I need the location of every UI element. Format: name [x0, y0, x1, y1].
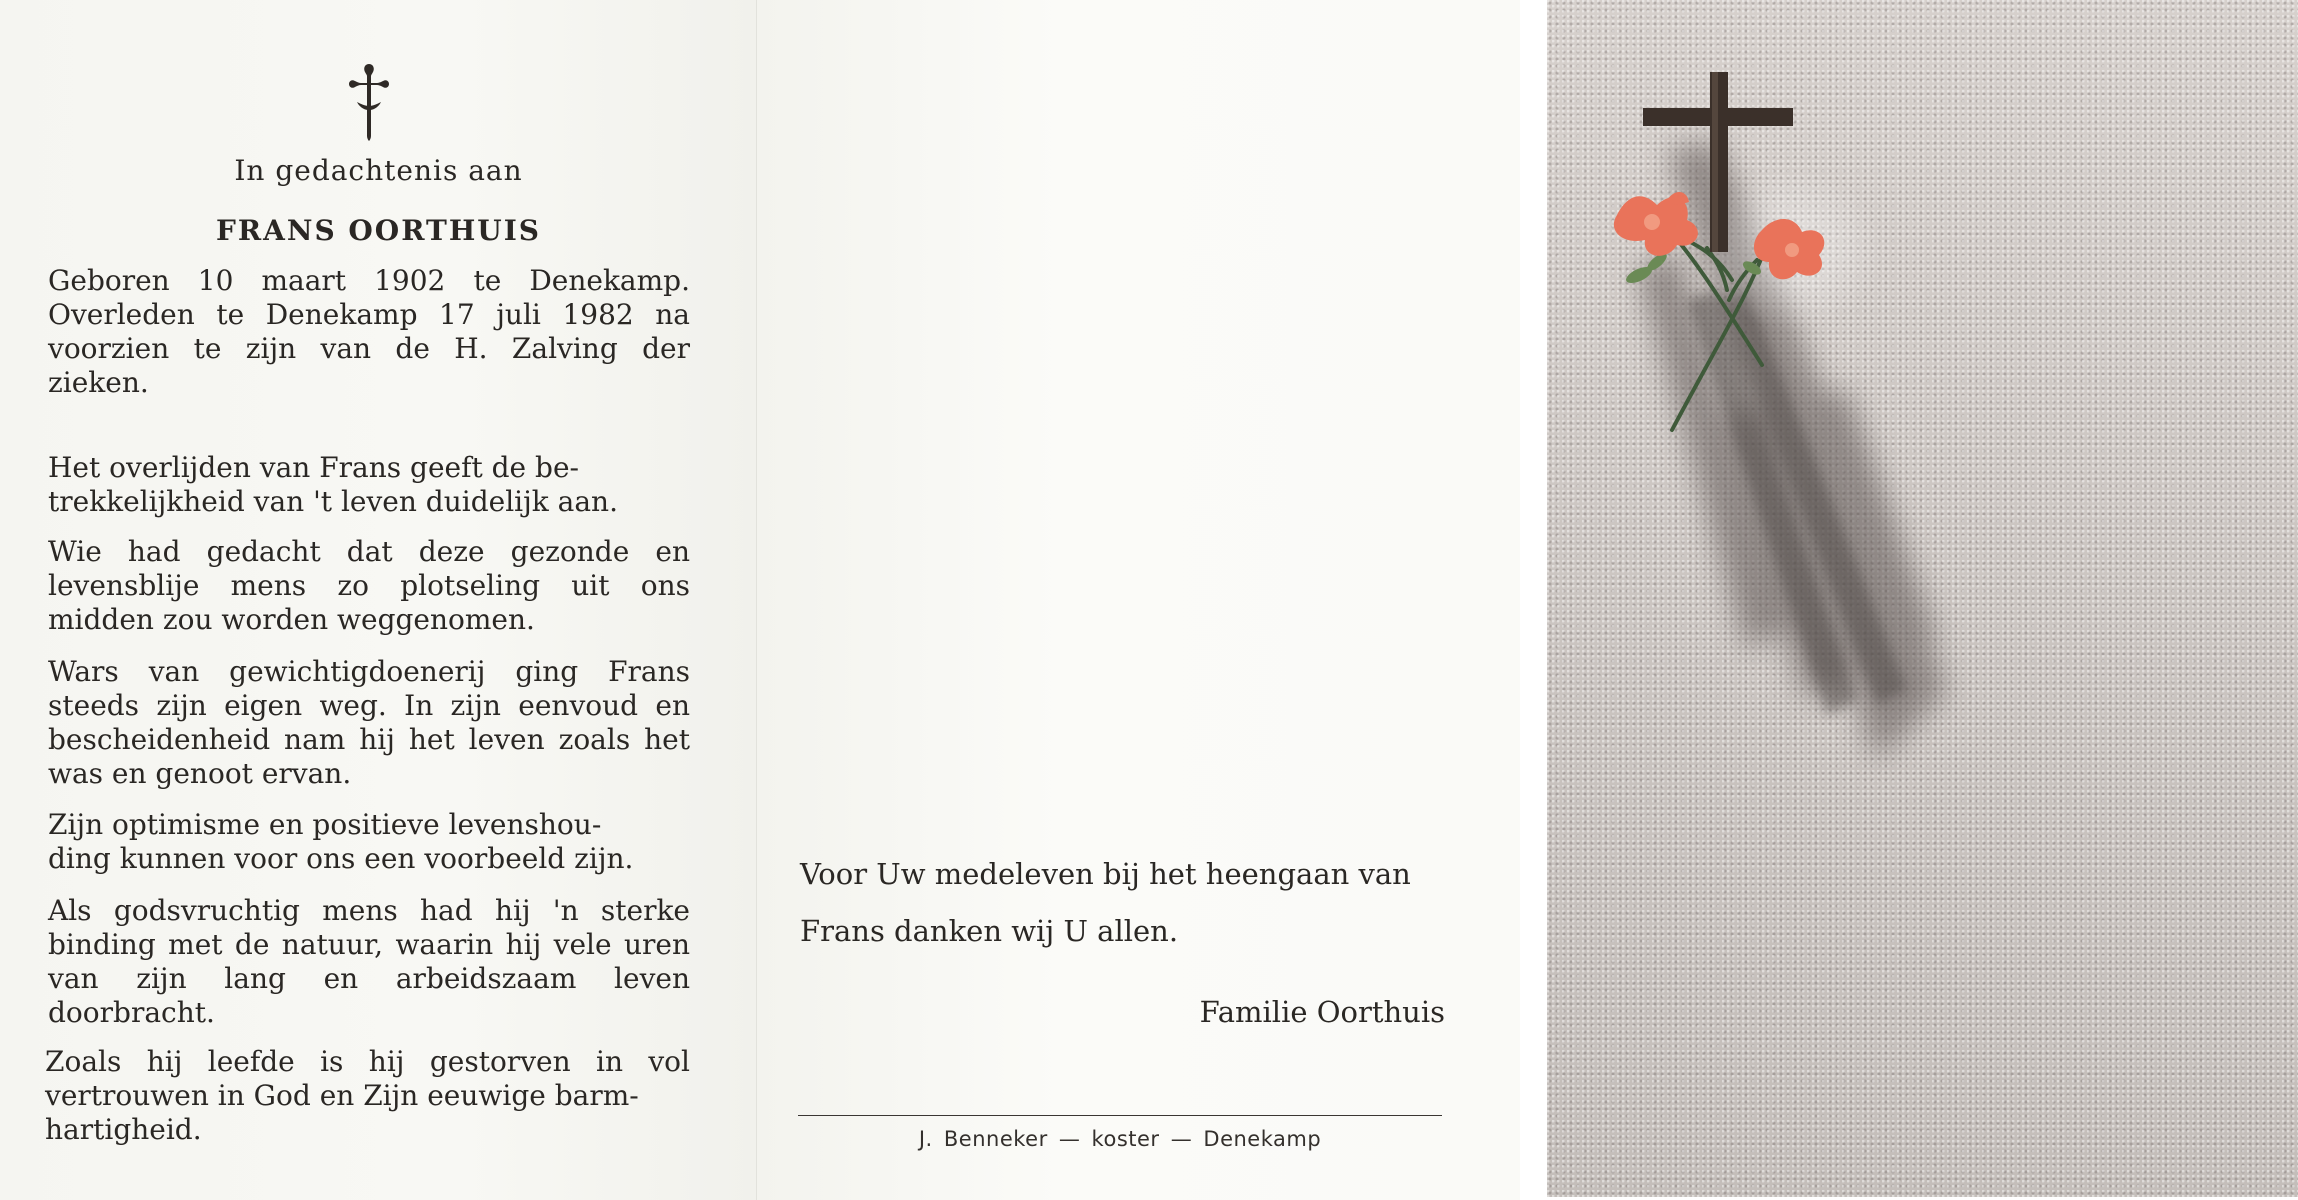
page-gap	[1520, 0, 1547, 1200]
family-signature: Familie Oorthuis	[1199, 995, 1445, 1029]
cross-icon	[345, 62, 393, 142]
memorial-card-left-page	[0, 0, 757, 1200]
paragraph-relativity: Het overlijden van Frans geeft de be- trekkelijkheid van 't leven duidelijk aan.	[48, 451, 618, 518]
thanks-text: Voor Uw medeleven bij het heengaan van Frans danken wij U allen.	[800, 857, 1411, 948]
paragraph-faith: Zoals hij leefde is hij gestorven in vol vertrouwen in God en Zijn eeuwige barm- hartigheid.	[45, 1045, 690, 1146]
birth-death-paragraph: Geboren 10 maart 1902 te Denekamp. Overleden te Denekamp 17 juli 1982 na voorzien te zijn van de H. Zalving der zieken.	[48, 264, 690, 399]
cross-with-flowers-image	[1547, 0, 2298, 1197]
paragraph-optimism: Zijn optimisme en positieve levenshou- ding kunnen voor ons een voorbeeld zijn.	[48, 808, 634, 875]
memorial-card-photo	[1547, 0, 2298, 1197]
paragraph-own-way: Wars van gewichtigdoenerij ging Frans steeds zijn eigen weg. In zijn eenvoud en bescheidenheid nam hij het leven zoals het was en genoot ervan.	[48, 655, 690, 790]
memorial-heading: In gedachtenis aan	[234, 154, 523, 187]
paragraph-nature: Als godsvruchtig mens had hij 'n sterke binding met de natuur, waarin hij vele uren van zijn lang en arbeidszaam leven doorbracht.	[48, 894, 690, 1029]
footer-divider	[798, 1115, 1442, 1116]
paragraph-unexpected: Wie had gedacht dat deze gezonde en levensblije mens zo plotseling uit ons midden zou worden weggenomen.	[48, 535, 690, 636]
deceased-name: FRANS OORTHUIS	[215, 214, 542, 247]
printer-credit: J. Benneker — koster — Denekamp	[918, 1127, 1322, 1151]
